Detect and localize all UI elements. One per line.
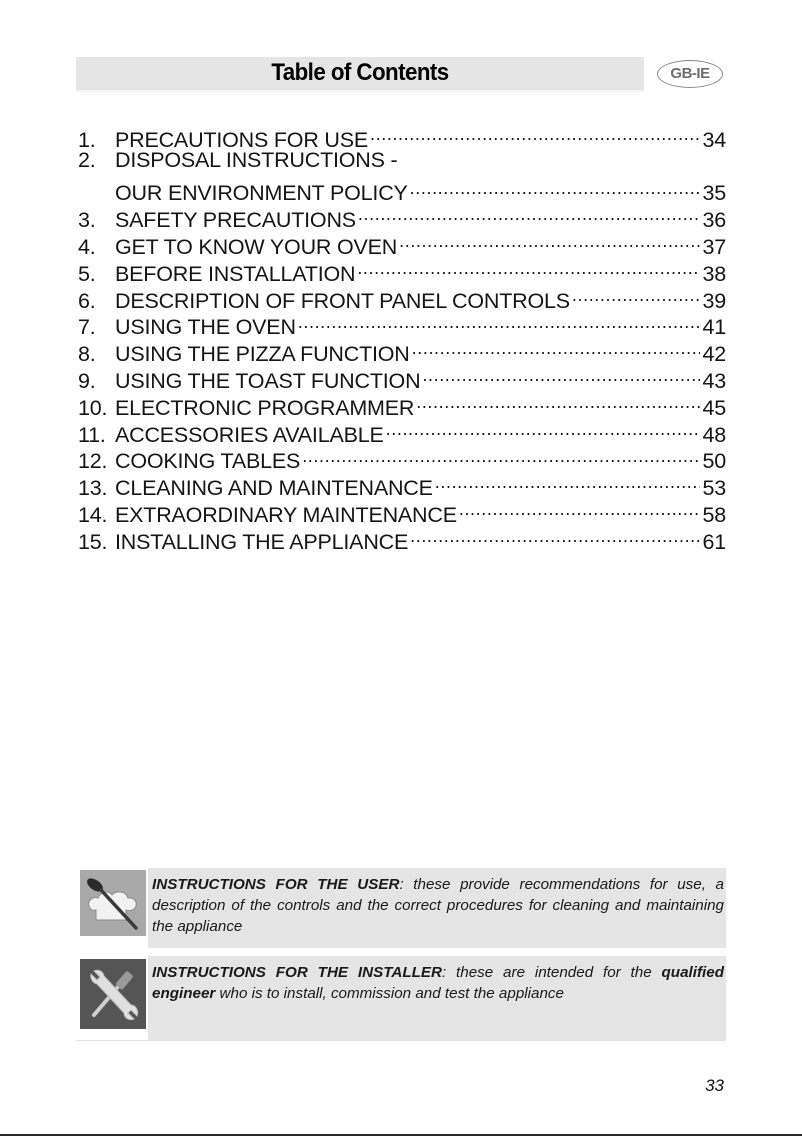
toc-page: 36 xyxy=(702,208,726,233)
table-of-contents xyxy=(78,120,726,554)
toc-page: 53 xyxy=(702,476,726,501)
toc-number: 7. xyxy=(78,315,96,340)
toc-number: 9. xyxy=(78,368,96,393)
toc-page: 42 xyxy=(702,342,726,367)
toc-title: USING THE PIZZA FUNCTION xyxy=(115,342,410,367)
bottom-divider xyxy=(76,1040,726,1041)
installer-instructions-body-start: : these are intended for the xyxy=(441,964,662,981)
toc-leader-dots xyxy=(386,415,701,442)
toc-leader-dots xyxy=(459,495,701,522)
toc-number: 2. xyxy=(78,147,96,172)
page-title: Table of Contents xyxy=(271,59,449,86)
toc-page: 35 xyxy=(702,181,726,206)
language-badge: GB-IE xyxy=(657,60,723,88)
toc-title: DESCRIPTION OF FRONT PANEL CONTROLS xyxy=(115,288,570,313)
toc-leader-dots xyxy=(572,281,701,308)
toc-number: 14. xyxy=(78,502,108,527)
toc-leader-dots xyxy=(422,361,700,388)
user-instructions-note xyxy=(78,868,726,948)
toc-leader-dots xyxy=(416,388,700,415)
toc-number: 13. xyxy=(78,476,108,501)
toc-number: 6. xyxy=(78,288,96,313)
installer-instructions-body-end: who is to install, commission and test the appliance xyxy=(215,985,564,1002)
toc-title: COOKING TABLES xyxy=(115,449,301,474)
toc-page: 48 xyxy=(702,422,726,447)
spoon-chef-hat-icon xyxy=(80,870,146,936)
toc-entry-precautions-for-use[interactable] xyxy=(78,120,726,152)
toc-title: ELECTRONIC PROGRAMMER xyxy=(115,395,415,420)
toc-leader-dots xyxy=(358,200,701,227)
toc-page: 38 xyxy=(702,261,726,286)
toc-page: 45 xyxy=(702,395,726,420)
toc-leader-dots xyxy=(410,174,701,201)
header-bar xyxy=(76,57,644,92)
toc-title: ACCESSORIES AVAILABLE xyxy=(115,422,384,447)
installer-instructions-note xyxy=(78,956,726,1040)
toc-title: BEFORE INSTALLATION xyxy=(115,261,356,286)
toc-number: 10. xyxy=(78,395,108,420)
toc-number: 11. xyxy=(78,422,106,447)
toc-number: 8. xyxy=(78,342,96,367)
toc-title: EXTRAORDINARY MAINTENANCE xyxy=(115,502,457,527)
toc-entry-disposal-instructions[interactable] xyxy=(78,147,726,174)
toc-page: 34 xyxy=(702,127,726,152)
page-number: 33 xyxy=(705,1076,724,1095)
installer-instructions-emphasis: qualified engineer xyxy=(152,964,724,1002)
installer-instructions-text xyxy=(152,962,724,1004)
toc-leader-dots xyxy=(435,468,701,495)
user-instructions-text xyxy=(152,874,724,937)
toc-leader-dots xyxy=(410,522,700,549)
toc-page: 61 xyxy=(702,529,726,554)
user-instructions-label: INSTRUCTIONS FOR THE USER xyxy=(152,876,400,893)
toc-leader-dots xyxy=(399,227,700,254)
user-instructions-body: : these provide recommendations for use, a description of the controls and the correct procedures for cleaning and maintaining the appliance xyxy=(152,876,724,935)
toc-number: 4. xyxy=(78,234,96,259)
toc-leader-dots xyxy=(357,254,700,281)
toc-title: OUR ENVIRONMENT POLICY xyxy=(115,181,408,206)
toc-page: 39 xyxy=(702,288,726,313)
toc-leader-dots xyxy=(412,334,701,361)
toc-leader-dots xyxy=(298,308,701,335)
toc-number: 15. xyxy=(78,529,108,554)
toc-number: 12. xyxy=(78,449,108,474)
toc-page: 41 xyxy=(702,315,726,340)
wrench-screwdriver-icon xyxy=(80,959,146,1025)
toc-page: 50 xyxy=(702,449,726,474)
toc-title: USING THE OVEN xyxy=(115,315,296,340)
toc-title: CLEANING AND MAINTENANCE xyxy=(115,476,433,501)
toc-leader-dots xyxy=(302,442,700,469)
toc-leader-dots xyxy=(370,120,700,147)
toc-title: GET TO KNOW YOUR OVEN xyxy=(115,234,398,259)
toc-page: 37 xyxy=(702,234,726,259)
toc-title: SAFETY PRECAUTIONS xyxy=(115,208,356,233)
toc-title: USING THE TOAST FUNCTION xyxy=(115,368,421,393)
toc-number: 5. xyxy=(78,261,96,286)
toc-title: INSTALLING THE APPLIANCE xyxy=(115,529,409,554)
toc-number: 3. xyxy=(78,208,96,233)
toc-title: PRECAUTIONS FOR USE xyxy=(115,127,369,152)
toc-page: 58 xyxy=(702,502,726,527)
toc-number: 1. xyxy=(78,127,96,152)
installer-instructions-label: INSTRUCTIONS FOR THE INSTALLER xyxy=(152,964,442,981)
toc-page: 43 xyxy=(702,368,726,393)
toc-title: DISPOSAL INSTRUCTIONS - xyxy=(115,147,398,172)
toc-entry-environment-policy[interactable] xyxy=(78,174,726,206)
